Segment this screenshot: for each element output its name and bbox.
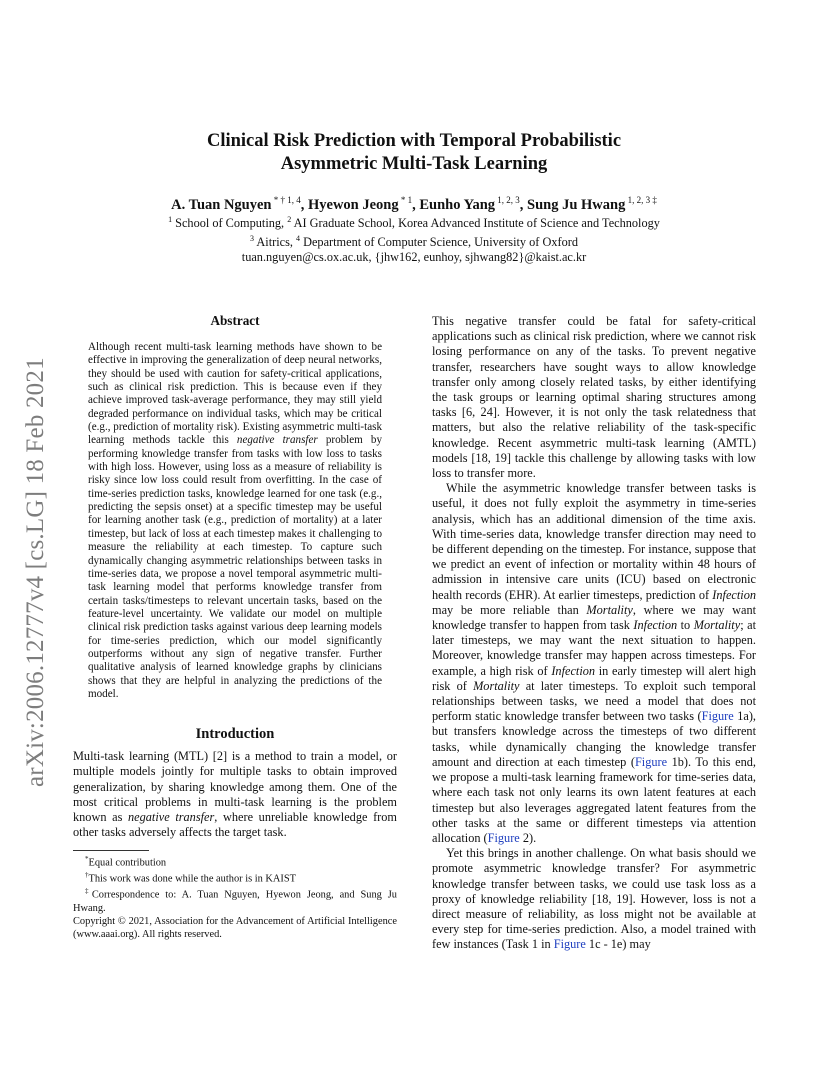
text-segment: at later timesteps. To exploit such temporal relationships between tasks, we need a model that does not perform static knowledge transfer between two tasks (: [432, 678, 756, 724]
affiliations: [80, 212, 748, 265]
text-segment: ; at later timesteps, we may want the next situation to happen. Moreover, knowledge transfer may happen across timesteps. For example, a high risk of: [432, 618, 756, 678]
abstract-emphasis: negative transfer: [236, 434, 318, 447]
body-paragraph: [432, 846, 756, 952]
author-name: Eunho Yang: [419, 196, 496, 213]
affiliation-mark: 3: [250, 234, 254, 244]
text-segment: may be more reliable than: [432, 602, 587, 617]
abstract-segment: problem by performing knowledge transfer from tasks with low loss to tasks with high loss. However, using loss as a measure of reliability is risky since low loss could result from overfitting. In the case of time-series prediction tasks, knowledge learned for one task (e.g., predicting the sepsis onset) at a specific timestep may be useful for learning another task (e.g., prediction of mortality) at a later timestep, but lack of loss at each timestep makes it challenging to measure the reliability at each timestep. To capture such dynamically changing asymmetric relationships between tasks in time-series data, we propose a novel temporal asymmetric multi-task learning model that performs knowledge transfer from certain tasks/timesteps to relevant uncertain tasks, based on the feature-level uncertainty. We validate our model on multiple clinical risk prediction tasks against various deep learning models for time-series prediction, which our model significantly outperforms without any sign of negative transfer. Further qualitative analysis of learned knowledge graphs by clinicians shows that they are helpful in analyzing the predictions of the model.: [88, 434, 382, 700]
author-marks: * 1: [400, 195, 413, 205]
figure-link[interactable]: Figure: [634, 754, 668, 769]
intro-segment: , where unreliable knowledge from other tasks adversely affects the target task.: [73, 810, 397, 840]
author-name: Hyewon Jeong: [308, 196, 399, 213]
affiliation-mark: 4: [296, 234, 301, 244]
footnote-text: Correspondence to: A. Tuan Nguyen, Hyewon Jeong, and Sung Ju Hwang.: [73, 889, 397, 914]
task-name: Infection: [551, 663, 596, 678]
text-segment: , where we may want knowledge transfer to happen from task: [432, 602, 757, 633]
abstract-heading: Abstract: [210, 313, 260, 328]
footnote: [73, 869, 397, 885]
text-segment: in early timestep will alert high risk of: [432, 663, 756, 693]
affiliation-text: Department of Computer Science, University of Oxford: [300, 235, 578, 250]
abstract-segment: Although recent multi-task learning methods have shown to be effective in improving the generalization of deep neural networks, they should be used with caution for safety-critical applications, such as clinical risk prediction. This is because even if they achieve improved task-average performance, they may still yield degraded performance on individual tasks, which may be critical (e.g., prediction of mortality risk). Existing asymmetric multi-task learning methods tackle this: [88, 341, 382, 447]
affiliation-mark: 1: [168, 215, 173, 224]
title-line-1: Clinical Risk Prediction with Temporal Probabilistic: [206, 131, 622, 151]
footnote-mark: ‡: [85, 887, 92, 896]
text-segment: 1c - 1e) may: [585, 937, 651, 952]
task-name: Mortality: [586, 602, 633, 617]
intro-segment: Multi-task learning (MTL) [2] is a method to train a model, or multiple models jointly for multiple tasks to obtain improved generalization, by sharing knowledge among them. One of the most critical problems in multi-task learning is the problem known as: [73, 749, 397, 825]
footnote: [73, 853, 397, 869]
author-marks: 1, 2, 3 ‡: [627, 195, 657, 205]
task-name: Mortality: [693, 618, 741, 633]
figure-link[interactable]: Figure: [701, 709, 734, 724]
task-name: Mortality: [473, 678, 520, 693]
author-name: A. Tuan Nguyen: [171, 196, 272, 213]
left-column: [73, 313, 397, 941]
affiliation-line-1: [80, 212, 748, 231]
author-list: [80, 191, 748, 214]
author-marks: * † 1, 4: [273, 195, 301, 205]
author-marks: 1, 2, 3: [497, 195, 520, 205]
author-emails: tuan.nguyen@cs.ox.ac.uk, {jhw162, eunhoy, sjhwang82}@kaist.ac.kr: [241, 250, 587, 265]
intro-emphasis: negative transfer: [128, 810, 215, 825]
task-name: Infection: [712, 587, 756, 602]
affiliation-line-2: [80, 231, 748, 250]
text-segment: Yet this brings in another challenge. On what basis should we promote asymmetric knowledge transfer? For asymmetric knowledge transfer between tasks, we could use task loss as a proxy of knowledge reliability [18, 19]. However, loss is not a direct measure of reliability, as loss might not be available at every step for time-series prediction. Also, a model trained with few instances (Task 1 in: [432, 846, 756, 952]
author-separator: ,: [412, 196, 420, 213]
figure-link[interactable]: Figure: [487, 830, 520, 845]
body-paragraph: This negative transfer could be fatal for safety-critical applications such as clinical risk prediction, where we cannot risk losing performance on any of the tasks. To prevent negative transfer, researchers have sought ways to allow knowledge transfer only among closely related tasks, by either identifying the task groups or learning optimal sharing structures among tasks [6, 24]. However, it is not only the task relatedness that matters, but also the relative reliability of the task-specific knowledge. Recent asymmetric multi-task learning (AMTL) models [18, 19] tackle this challenge by allowing tasks with low loss to transfer more.: [432, 314, 756, 481]
title-line-2: Asymmetric Multi-Task Learning: [280, 154, 548, 174]
affiliation-text: AI Graduate School, Korea Advanced Institute of Science and Technology: [291, 216, 660, 231]
right-column: [432, 314, 756, 953]
author-separator: ,: [519, 196, 528, 213]
abstract-text: [88, 341, 382, 701]
text-segment: to: [677, 618, 694, 633]
footnote-text: Equal contribution: [88, 856, 167, 868]
footnote-mark: †: [85, 870, 89, 879]
affiliation-text: School of Computing,: [172, 216, 288, 231]
body-paragraph: [432, 481, 756, 846]
text-segment: 2).: [519, 830, 537, 845]
footnote: [73, 885, 397, 914]
author-name: Sung Ju Hwang: [527, 196, 626, 213]
footnote-text: This work was done while the author is in KAIST: [88, 873, 296, 885]
text-segment: While the asymmetric knowledge transfer between tasks is useful, it does not fully exploit the asymmetry in time-series analysis, which has an additional dimension of the time axis. With time-series data, knowledge transfer direction may need to be different depending on the timestep. For instance, suppose that we predict an event of infection or mortality within 48 hours of admission in intensive care units (ICU) based on electronic health records (EHR). At earlier timesteps, prediction of: [432, 481, 756, 602]
text-segment: 1a), but transfers knowledge across the timesteps of two different tasks, while dynamically changing the knowledge transfer amount and direction at each timestep (: [432, 709, 756, 769]
introduction-heading: Introduction: [195, 726, 275, 743]
footnote-divider: [73, 850, 149, 851]
affiliation-text: Aitrics,: [254, 235, 297, 250]
introduction-paragraph: [73, 749, 397, 840]
copyright-notice: Copyright © 2021, Association for the Advancement of Artificial Intelligence (www.aaai.org). All rights reserved.: [73, 915, 397, 940]
figure-link[interactable]: Figure: [553, 937, 586, 952]
arxiv-identifier: arXiv:2006.12777v4 [cs.LG] 18 Feb 2021: [22, 357, 49, 787]
author-separator: ,: [300, 196, 308, 213]
footnote-mark: *: [85, 854, 89, 863]
text-segment: 1b). To this end, we propose a multi-task learning framework for time-series data, where each task not only learns its own latent features at each timestep but also leverages aggregated latent features from the other tasks at the same or different timesteps via attention allocation (: [432, 754, 756, 845]
affiliation-mark: 2: [287, 215, 292, 224]
task-name: Infection: [633, 618, 678, 633]
paper-title: [100, 130, 728, 176]
